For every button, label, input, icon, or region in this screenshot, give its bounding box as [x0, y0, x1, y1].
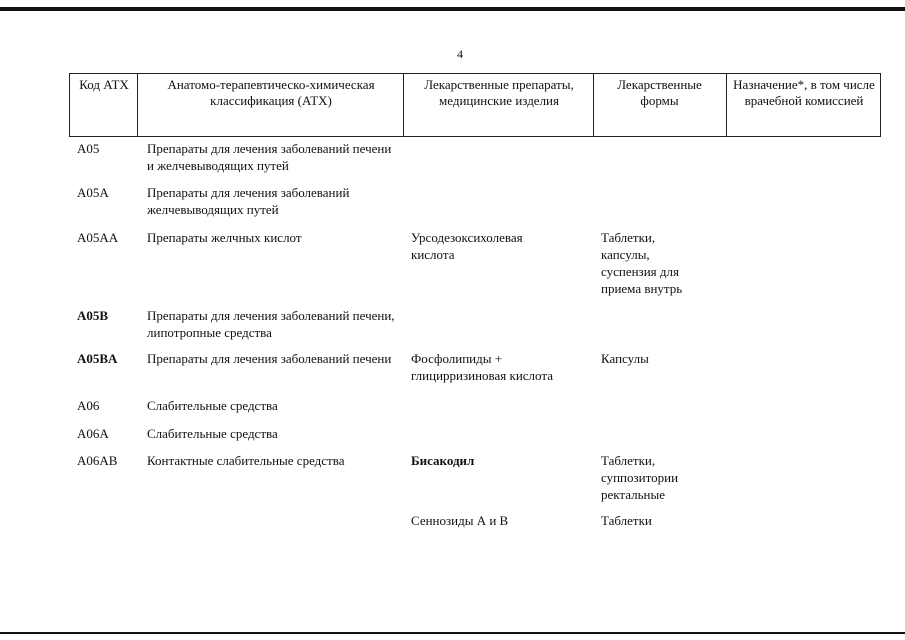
- row-drug: Бисакодил: [411, 453, 475, 468]
- row-classification: Препараты для лечения заболеваний желчевыводящих путей: [147, 185, 350, 217]
- row-drug: Сеннозиды А и В: [411, 513, 509, 528]
- row-classification: Слабительные средства: [147, 398, 278, 413]
- row-classification: Слабительные средства: [147, 426, 278, 441]
- header-divider: [726, 73, 727, 137]
- row-code: A06AB: [77, 453, 118, 468]
- row-code: A05AA: [77, 230, 119, 245]
- row-code: A05A: [77, 185, 109, 200]
- row-code: A05BA: [77, 351, 118, 366]
- row-form: Капсулы: [601, 351, 649, 366]
- row-form: Таблетки: [601, 513, 652, 528]
- header-divider: [403, 73, 404, 137]
- row-form: Таблетки, капсулы, суспензия для приема внутрь: [601, 230, 683, 296]
- row-code: A06A: [77, 426, 109, 441]
- row-classification: Контактные слабительные средства: [147, 453, 345, 468]
- header-divider: [137, 73, 138, 137]
- row-classification: Препараты для лечения заболеваний печени и желчевыводящих путей: [147, 141, 392, 173]
- row-form: Таблетки, суппозитории ректальные: [601, 453, 679, 502]
- top-border-rule: [0, 7, 905, 11]
- row-code: A06: [77, 398, 100, 413]
- row-classification: Препараты желчных кислот: [147, 230, 302, 245]
- row-code: A05: [77, 141, 100, 156]
- row-classification: Препараты для лечения заболеваний печени, липотропные средства: [147, 308, 395, 340]
- header-code: Код АТХ: [79, 77, 129, 92]
- header-classification: Анатомо-терапевтическо-химическая классификация (АТХ): [167, 77, 375, 108]
- header-forms: Лекарственные формы: [617, 77, 702, 108]
- header-divider: [593, 73, 594, 137]
- row-drug: Фосфолипиды + глицирризиновая кислота: [411, 351, 553, 383]
- bottom-border-rule: [0, 632, 905, 634]
- row-code: A05B: [77, 308, 109, 323]
- header-drugs: Лекарственные препараты, медицинские изделия: [424, 77, 574, 108]
- header-purpose: Назначение*, в том числе врачебной комиссией: [733, 77, 875, 108]
- row-classification: Препараты для лечения заболеваний печени: [147, 351, 392, 366]
- row-drug: Урсодезоксихолевая кислота: [411, 230, 523, 262]
- page-number: 4: [457, 47, 463, 61]
